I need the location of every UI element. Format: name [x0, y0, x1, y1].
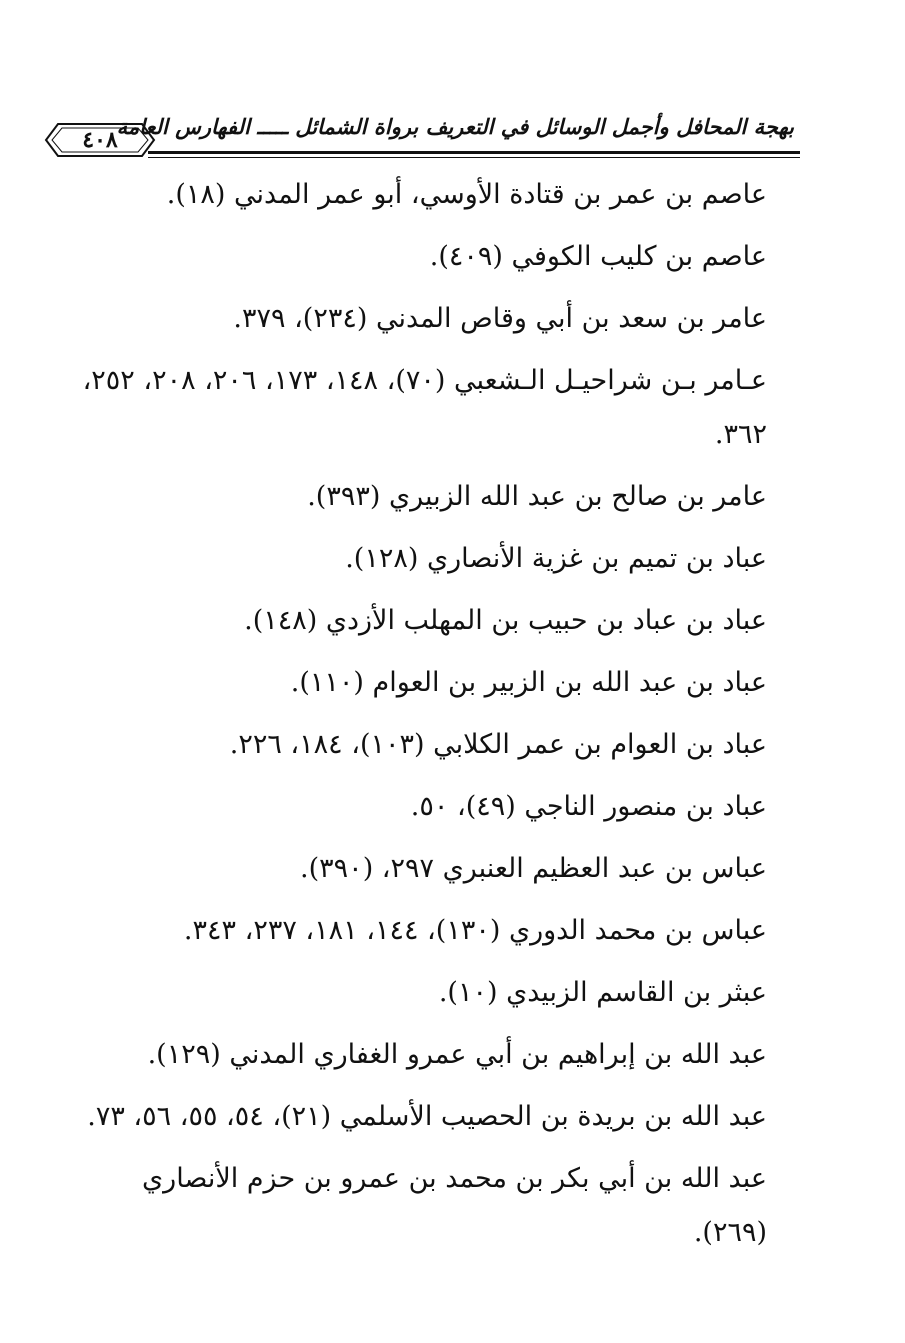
index-entry: عامر بن صالح بن عبد الله الزبيري (٣٩٣).	[307, 481, 767, 512]
entry-continuation: ٣٦٢.	[714, 419, 767, 450]
index-entry: عباد بن منصور الناجي (٤٩)، ٥٠.	[410, 791, 767, 822]
index-entry: عبد الله بن أبي بكر بن محمد بن عمرو بن حزم الأنصاري (٢٦٩).	[142, 1163, 767, 1248]
index-entry: عباس بن عبد العظيم العنبري ٢٩٧، (٣٩٠).	[300, 853, 767, 884]
header-rule-thin	[148, 157, 800, 158]
index-entry: عباد بن العوام بن عمر الكلابي (١٠٣)، ١٨٤، ٢٢٦.	[229, 729, 767, 760]
index-entry: عبد الله بن بريدة بن الحصيب الأسلمي (٢١)، ٥٤، ٥٥، ٥٦، ٧٣.	[87, 1101, 767, 1132]
index-entry: عـامر بـن شراحيـل الـشعبي (٧٠)، ١٤٨، ١٧٣، ٢٠٦، ٢٠٨، ٢٥٢، ٣٦٢.	[76, 354, 767, 462]
index-entry: عامر بن سعد بن أبي وقاص المدني (٢٣٤)، ٣٧٩.	[233, 303, 767, 334]
index-entry: عبثر بن القاسم الزبيدي (١٠).	[438, 977, 767, 1008]
index-entry: عبد الله بن إبراهيم بن أبي عمرو الغفاري المدني (١٢٩).	[147, 1039, 767, 1070]
header-rule	[148, 151, 800, 154]
page-number: ٤٠٨	[82, 127, 118, 153]
narrator-index-list	[76, 168, 767, 1268]
index-entry: عاصم بن عمر بن قتادة الأوسي، أبو عمر المدني (١٨).	[166, 179, 767, 210]
index-entry: عباد بن تميم بن غزية الأنصاري (١٢٨).	[345, 543, 767, 574]
index-entry: عباد بن عباد بن حبيب بن المهلب الأزدي (١٤٨).	[244, 605, 767, 636]
index-entry: عباس بن محمد الدوري (١٣٠)، ١٤٤، ١٨١، ٢٣٧، ٣٤٣.	[183, 915, 767, 946]
running-title: بهجة المحافل وأجمل الوسائل في التعريف برواة الشمائل ـــــ الفهارس العامة	[116, 114, 794, 139]
index-entry: عاصم بن كليب الكوفي (٤٠٩).	[429, 241, 767, 272]
running-header	[44, 108, 800, 162]
index-entry: عباد بن عبد الله بن الزبير بن العوام (١١٠).	[290, 667, 767, 698]
